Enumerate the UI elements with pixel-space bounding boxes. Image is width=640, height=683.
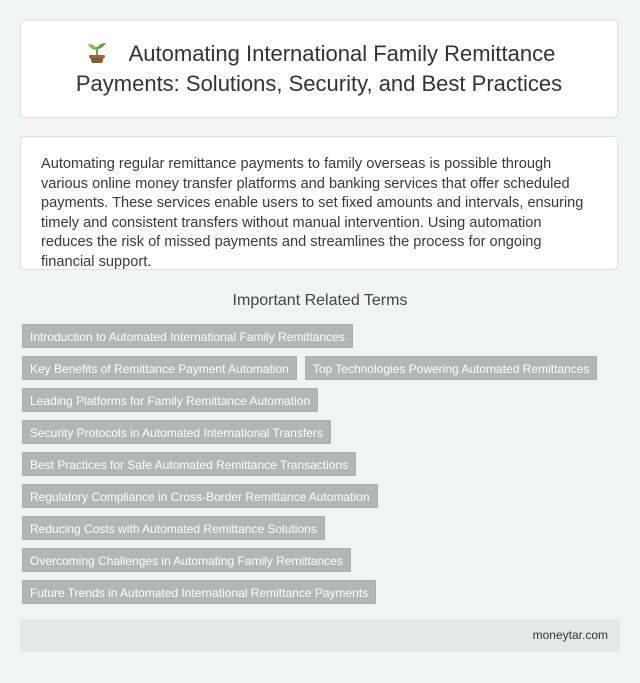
related-term-tag[interactable]: Future Trends in Automated International Remittance Payments <box>22 580 376 604</box>
footer <box>20 619 620 652</box>
related-term-tag[interactable]: Key Benefits of Remittance Payment Automation <box>22 356 297 380</box>
related-term-tag[interactable]: Leading Platforms for Family Remittance Automation <box>22 388 318 412</box>
sprout-icon <box>83 42 111 64</box>
related-term-tag[interactable]: Top Technologies Powering Automated Remittances <box>305 356 598 380</box>
related-terms-list <box>22 324 618 612</box>
related-terms-row <box>22 580 618 604</box>
related-terms-row <box>22 324 618 348</box>
description-text: Automating regular remittance payments to family overseas is possible through various online money transfer platforms and banking services that offer scheduled payments. These services enable users to set fixed amounts and intervals, ensuring timely and consistent transfers without manual intervention. Using automation reduces the risk of missed payments and streamlines the process for ongoing financial support. <box>41 156 584 270</box>
related-terms-row <box>22 452 618 476</box>
related-terms-heading: Important Related Terms <box>232 292 408 309</box>
related-terms-row <box>22 388 618 412</box>
description-card <box>20 136 618 270</box>
related-terms-row <box>22 548 618 572</box>
related-term-tag[interactable]: Overcoming Challenges in Automating Family Remittances <box>22 548 351 572</box>
related-term-tag[interactable]: Best Practices for Safe Automated Remittance Transactions <box>22 452 356 476</box>
related-terms-row <box>22 484 618 508</box>
page-title-text: Automating International Family Remittance Payments: Solutions, Security, and Best Practices <box>75 41 563 96</box>
related-term-tag[interactable]: Security Protocols in Automated International Transfers <box>22 420 331 444</box>
page-title <box>39 39 599 99</box>
related-terms-row <box>22 420 618 444</box>
footer-site-link[interactable]: moneytar.com <box>532 628 608 642</box>
related-term-tag[interactable]: Reducing Costs with Automated Remittance Solutions <box>22 516 325 540</box>
related-term-tag[interactable]: Regulatory Compliance in Cross-Border Remittance Automation <box>22 484 378 508</box>
related-terms-row <box>22 516 618 540</box>
related-term-tag[interactable]: Introduction to Automated International Family Remittances <box>22 324 353 348</box>
related-terms-row <box>22 356 618 380</box>
title-card <box>20 20 618 118</box>
